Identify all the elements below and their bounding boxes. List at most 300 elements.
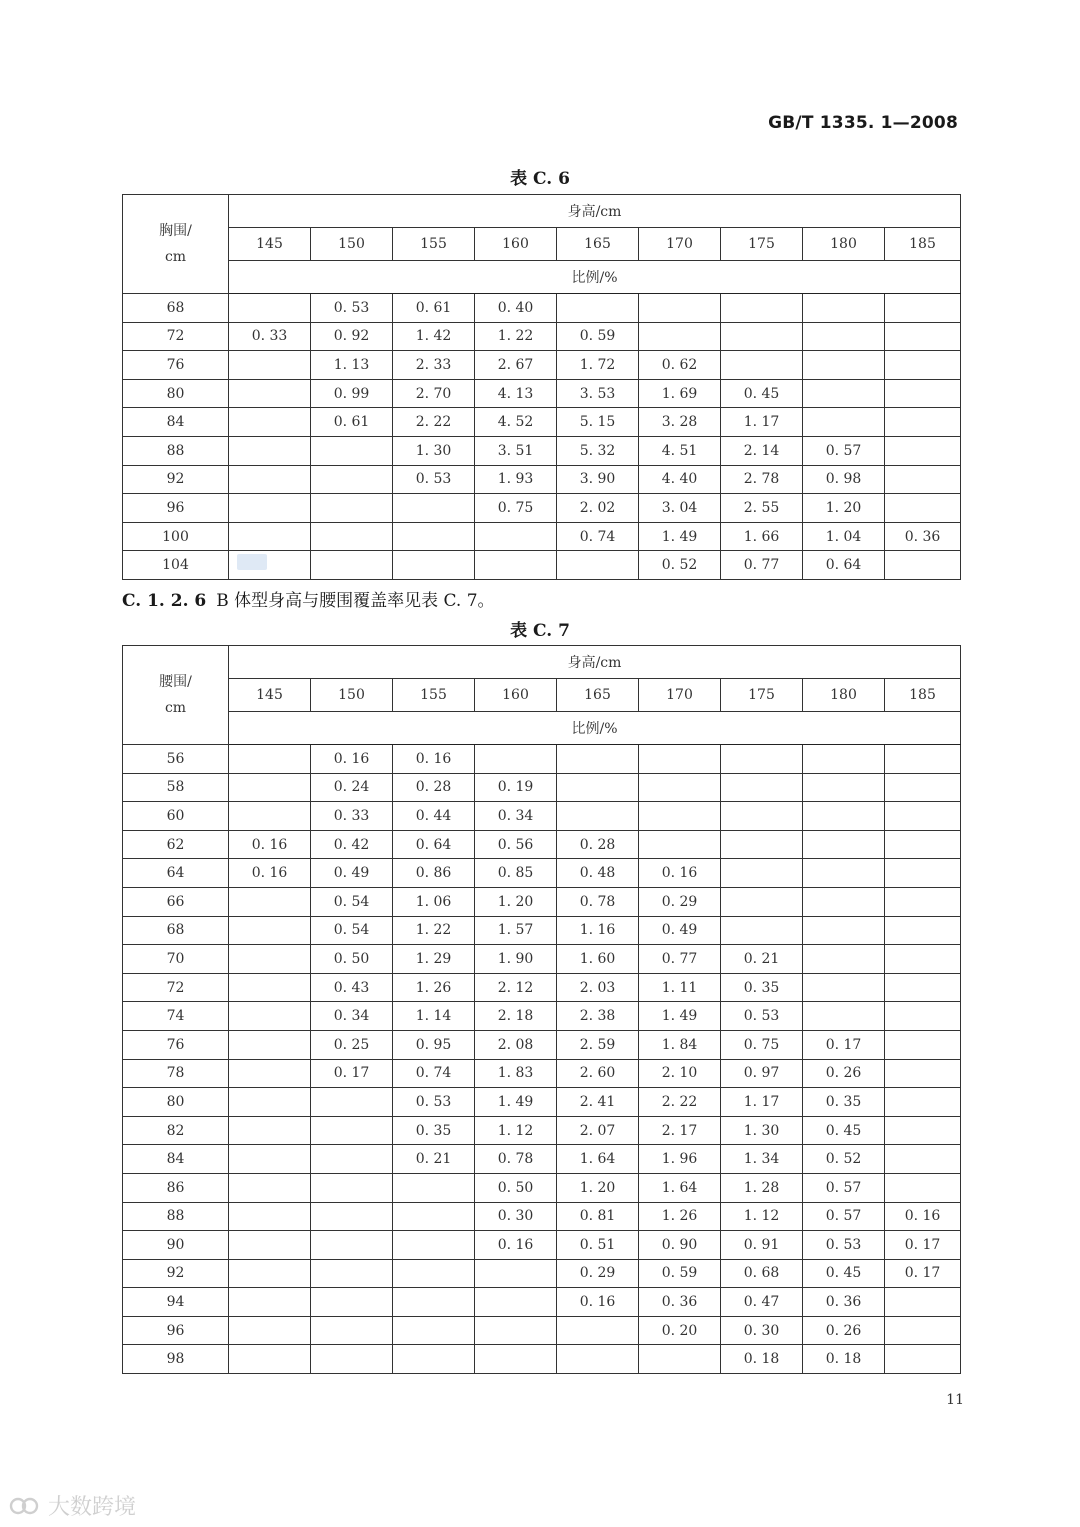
ratio-cell: 0. 50 <box>475 1173 557 1202</box>
ratio-cell <box>229 1316 311 1345</box>
height-165: 165 <box>557 679 639 712</box>
ratio-cell: 1. 22 <box>393 916 475 945</box>
ratio-cell <box>885 1088 961 1117</box>
ratio-cell: 0. 49 <box>639 916 721 945</box>
ratio-cell <box>311 494 393 523</box>
height-175: 175 <box>721 228 803 261</box>
ratio-cell: 1. 49 <box>639 1002 721 1031</box>
ratio-cell: 1. 69 <box>639 379 721 408</box>
height-155: 155 <box>393 679 475 712</box>
ratio-cell: 1. 96 <box>639 1145 721 1174</box>
row-key: 84 <box>123 408 229 437</box>
ratio-cell: 0. 28 <box>557 830 639 859</box>
row-key: 88 <box>123 1202 229 1231</box>
ratio-cell: 0. 29 <box>557 1259 639 1288</box>
ratio-cell <box>885 1145 961 1174</box>
ratio-cell <box>229 1345 311 1374</box>
ratio-cell: 0. 36 <box>885 522 961 551</box>
row-header-label <box>123 195 229 294</box>
height-header-row <box>123 228 961 261</box>
ratio-cell <box>885 859 961 888</box>
ratio-cell <box>721 745 803 774</box>
ratio-cell: 0. 54 <box>311 916 393 945</box>
row-key: 90 <box>123 1231 229 1260</box>
ratio-cell <box>885 436 961 465</box>
row-key: 70 <box>123 945 229 974</box>
ratio-cell <box>639 830 721 859</box>
ratio-cell: 0. 98 <box>803 465 885 494</box>
ratio-cell <box>885 379 961 408</box>
ratio-cell: 0. 91 <box>721 1231 803 1260</box>
ratio-cell: 0. 20 <box>639 1316 721 1345</box>
ratio-cell: 0. 78 <box>475 1145 557 1174</box>
row-header-label-line2: cm <box>164 249 187 265</box>
table-row <box>123 1002 961 1031</box>
ratio-cell <box>393 1316 475 1345</box>
row-header-label-line1: 腰围/ <box>159 674 192 690</box>
ratio-cell: 1. 30 <box>721 1116 803 1145</box>
ratio-cell <box>393 1259 475 1288</box>
ratio-cell <box>803 322 885 351</box>
ratio-cell: 0. 59 <box>557 322 639 351</box>
ratio-cell: 0. 42 <box>311 830 393 859</box>
ratio-cell: 0. 34 <box>311 1002 393 1031</box>
ratio-cell: 1. 17 <box>721 408 803 437</box>
ratio-cell <box>229 1259 311 1288</box>
ratio-cell: 3. 04 <box>639 494 721 523</box>
ratio-cell: 0. 35 <box>803 1088 885 1117</box>
ratio-cell: 0. 64 <box>393 830 475 859</box>
ratio-cell <box>311 1316 393 1345</box>
row-key: 64 <box>123 859 229 888</box>
ratio-cell: 0. 53 <box>311 294 393 323</box>
ratio-cell <box>229 494 311 523</box>
ratio-cell <box>311 1288 393 1317</box>
ratio-cell: 5. 32 <box>557 436 639 465</box>
table-row <box>123 436 961 465</box>
ratio-cell: 0. 75 <box>475 494 557 523</box>
ratio-cell: 2. 14 <box>721 436 803 465</box>
row-key: 68 <box>123 916 229 945</box>
ratio-cell <box>803 973 885 1002</box>
ratio-cell <box>475 1345 557 1374</box>
ratio-cell: 0. 45 <box>803 1259 885 1288</box>
ratio-cell <box>803 945 885 974</box>
ratio-cell: 1. 20 <box>557 1173 639 1202</box>
ratio-cell: 4. 40 <box>639 465 721 494</box>
ratio-cell: 1. 84 <box>639 1030 721 1059</box>
ratio-cell <box>721 802 803 831</box>
ratio-cell <box>885 916 961 945</box>
ratio-cell <box>557 551 639 580</box>
ratio-cell <box>885 973 961 1002</box>
ratio-cell: 2. 22 <box>393 408 475 437</box>
ratio-cell: 0. 53 <box>393 465 475 494</box>
table-row <box>123 859 961 888</box>
ratio-cell <box>557 1345 639 1374</box>
ratio-cell: 0. 74 <box>557 522 639 551</box>
ratio-cell: 2. 33 <box>393 351 475 380</box>
ratio-cell: 0. 17 <box>885 1231 961 1260</box>
ratio-cell <box>803 745 885 774</box>
ratio-cell: 0. 57 <box>803 436 885 465</box>
ratio-unit-label: 比例/% <box>229 712 961 745</box>
ratio-cell <box>229 916 311 945</box>
ratio-cell: 4. 51 <box>639 436 721 465</box>
table-c7 <box>122 645 961 1374</box>
ratio-cell <box>229 887 311 916</box>
height-170: 170 <box>639 679 721 712</box>
row-key: 104 <box>123 551 229 580</box>
ratio-cell: 0. 52 <box>639 551 721 580</box>
ratio-cell <box>885 1030 961 1059</box>
ratio-cell: 2. 18 <box>475 1002 557 1031</box>
table-row <box>123 973 961 1002</box>
ratio-cell <box>229 802 311 831</box>
ratio-cell: 1. 12 <box>721 1202 803 1231</box>
table-row <box>123 1088 961 1117</box>
ratio-cell <box>311 1231 393 1260</box>
ratio-cell <box>803 773 885 802</box>
ratio-cell: 0. 77 <box>639 945 721 974</box>
ratio-cell <box>229 1030 311 1059</box>
table-row <box>123 802 961 831</box>
row-key: 100 <box>123 522 229 551</box>
row-header-label-line2: cm <box>164 700 187 716</box>
ratio-cell: 2. 12 <box>475 973 557 1002</box>
ratio-cell <box>393 551 475 580</box>
ratio-cell: 0. 17 <box>311 1059 393 1088</box>
ratio-cell <box>311 465 393 494</box>
ratio-cell: 0. 35 <box>393 1116 475 1145</box>
row-key: 58 <box>123 773 229 802</box>
ratio-cell <box>311 1345 393 1374</box>
ratio-cell: 2. 03 <box>557 973 639 1002</box>
row-key: 68 <box>123 294 229 323</box>
ratio-cell: 0. 25 <box>311 1030 393 1059</box>
ratio-cell: 2. 55 <box>721 494 803 523</box>
ratio-cell <box>475 1316 557 1345</box>
row-key: 86 <box>123 1173 229 1202</box>
table-c6 <box>122 194 961 580</box>
ratio-unit-label: 比例/% <box>229 261 961 294</box>
ratio-cell: 2. 38 <box>557 1002 639 1031</box>
ratio-cell: 0. 51 <box>557 1231 639 1260</box>
height-145: 145 <box>229 679 311 712</box>
ratio-cell: 0. 17 <box>885 1259 961 1288</box>
ratio-cell: 0. 45 <box>803 1116 885 1145</box>
table-row <box>123 408 961 437</box>
ratio-cell: 0. 16 <box>229 859 311 888</box>
table-row <box>123 1059 961 1088</box>
ratio-cell <box>885 1345 961 1374</box>
ratio-cell: 2. 22 <box>639 1088 721 1117</box>
table-row <box>123 1202 961 1231</box>
height-150: 150 <box>311 679 393 712</box>
table-row <box>123 494 961 523</box>
ratio-cell <box>311 1259 393 1288</box>
ratio-cell <box>721 322 803 351</box>
table-row <box>123 830 961 859</box>
ratio-cell <box>393 1202 475 1231</box>
ratio-cell <box>885 802 961 831</box>
ratio-cell: 0. 28 <box>393 773 475 802</box>
ratio-cell: 0. 53 <box>803 1231 885 1260</box>
ratio-cell <box>229 1116 311 1145</box>
ratio-cell <box>229 745 311 774</box>
ratio-cell <box>229 294 311 323</box>
ratio-cell <box>475 745 557 774</box>
ratio-cell <box>803 802 885 831</box>
ratio-cell <box>229 522 311 551</box>
ratio-cell <box>393 1288 475 1317</box>
ratio-cell: 1. 49 <box>475 1088 557 1117</box>
ratio-cell: 0. 29 <box>639 887 721 916</box>
ratio-cell <box>557 773 639 802</box>
height-185: 185 <box>885 228 961 261</box>
ratio-cell: 1. 11 <box>639 973 721 1002</box>
ratio-cell: 0. 61 <box>393 294 475 323</box>
ratio-cell <box>311 436 393 465</box>
row-key: 84 <box>123 1145 229 1174</box>
ratio-cell: 0. 21 <box>721 945 803 974</box>
ratio-cell: 1. 26 <box>393 973 475 1002</box>
ratio-cell <box>885 830 961 859</box>
ratio-cell: 0. 59 <box>639 1259 721 1288</box>
ratio-cell: 1. 26 <box>639 1202 721 1231</box>
ratio-cell: 3. 28 <box>639 408 721 437</box>
ratio-cell <box>229 1088 311 1117</box>
ratio-cell: 0. 36 <box>639 1288 721 1317</box>
ratio-cell: 0. 35 <box>721 973 803 1002</box>
ratio-cell: 2. 41 <box>557 1088 639 1117</box>
ratio-cell <box>229 465 311 494</box>
ratio-cell <box>229 1202 311 1231</box>
table-row <box>123 1173 961 1202</box>
ratio-cell <box>885 465 961 494</box>
ratio-cell: 0. 16 <box>393 745 475 774</box>
row-key: 92 <box>123 465 229 494</box>
ratio-cell: 0. 95 <box>393 1030 475 1059</box>
table-row <box>123 745 961 774</box>
ratio-cell: 0. 16 <box>885 1202 961 1231</box>
ratio-cell <box>311 1145 393 1174</box>
ratio-cell <box>311 1116 393 1145</box>
ratio-cell <box>885 1173 961 1202</box>
ratio-cell: 1. 06 <box>393 887 475 916</box>
ratio-cell: 1. 22 <box>475 322 557 351</box>
ratio-cell: 1. 72 <box>557 351 639 380</box>
ratio-cell <box>885 1116 961 1145</box>
ratio-cell: 3. 90 <box>557 465 639 494</box>
ratio-cell <box>229 379 311 408</box>
row-key: 78 <box>123 1059 229 1088</box>
ratio-cell <box>229 773 311 802</box>
ratio-cell <box>229 1059 311 1088</box>
table-row <box>123 916 961 945</box>
ratio-cell: 0. 16 <box>475 1231 557 1260</box>
ratio-cell: 0. 43 <box>311 973 393 1002</box>
ratio-cell <box>803 294 885 323</box>
table-row <box>123 887 961 916</box>
height-170: 170 <box>639 228 721 261</box>
ratio-cell <box>229 436 311 465</box>
ratio-cell: 1. 93 <box>475 465 557 494</box>
ratio-cell <box>639 773 721 802</box>
ratio-cell: 0. 52 <box>803 1145 885 1174</box>
ratio-cell <box>311 522 393 551</box>
height-155: 155 <box>393 228 475 261</box>
ratio-cell <box>393 1345 475 1374</box>
ratio-cell <box>803 379 885 408</box>
ratio-cell: 1. 64 <box>557 1145 639 1174</box>
height-160: 160 <box>475 679 557 712</box>
ratio-cell <box>393 522 475 551</box>
ratio-cell <box>885 351 961 380</box>
table-row <box>123 351 961 380</box>
ratio-cell: 2. 78 <box>721 465 803 494</box>
ratio-cell: 3. 53 <box>557 379 639 408</box>
ratio-cell: 0. 54 <box>311 887 393 916</box>
row-header-label-line1: 胸围/ <box>159 223 192 239</box>
ratio-cell <box>803 916 885 945</box>
ratio-cell: 0. 68 <box>721 1259 803 1288</box>
ratio-cell: 2. 07 <box>557 1116 639 1145</box>
ratio-cell: 1. 49 <box>639 522 721 551</box>
ratio-cell: 0. 92 <box>311 322 393 351</box>
row-key: 66 <box>123 887 229 916</box>
ratio-cell <box>803 408 885 437</box>
link-rings-icon <box>8 1495 42 1517</box>
ratio-cell <box>885 408 961 437</box>
ratio-cell: 0. 53 <box>393 1088 475 1117</box>
ratio-cell <box>803 1002 885 1031</box>
ratio-cell: 1. 04 <box>803 522 885 551</box>
watermark <box>8 1490 136 1521</box>
ratio-cell <box>557 294 639 323</box>
row-key: 60 <box>123 802 229 831</box>
ratio-cell: 0. 24 <box>311 773 393 802</box>
ratio-cell: 1. 60 <box>557 945 639 974</box>
ratio-cell <box>393 494 475 523</box>
table-row <box>123 1231 961 1260</box>
ratio-cell <box>475 1288 557 1317</box>
ratio-cell: 1. 64 <box>639 1173 721 1202</box>
ratio-cell: 0. 16 <box>229 830 311 859</box>
ratio-cell: 0. 57 <box>803 1173 885 1202</box>
ratio-cell: 0. 17 <box>803 1030 885 1059</box>
ratio-cell: 0. 16 <box>557 1288 639 1317</box>
ratio-cell <box>803 859 885 888</box>
ratio-cell <box>639 322 721 351</box>
ratio-cell: 1. 34 <box>721 1145 803 1174</box>
clause-number: C. 1. 2. 6 <box>122 591 207 611</box>
ratio-cell <box>885 494 961 523</box>
ratio-cell: 0. 64 <box>803 551 885 580</box>
ratio-cell: 0. 50 <box>311 945 393 974</box>
ratio-cell <box>311 1088 393 1117</box>
table-row <box>123 1288 961 1317</box>
ratio-cell <box>311 1202 393 1231</box>
ratio-cell: 1. 12 <box>475 1116 557 1145</box>
ratio-cell: 0. 16 <box>311 745 393 774</box>
ratio-cell: 0. 53 <box>721 1002 803 1031</box>
ratio-cell: 0. 86 <box>393 859 475 888</box>
table-c7-caption: 表 C. 7 <box>510 621 570 641</box>
ratio-cell <box>885 551 961 580</box>
row-key: 94 <box>123 1288 229 1317</box>
ratio-cell <box>229 408 311 437</box>
ratio-cell: 0. 34 <box>475 802 557 831</box>
table-row <box>123 379 961 408</box>
row-key: 92 <box>123 1259 229 1288</box>
ratio-cell: 1. 90 <box>475 945 557 974</box>
ratio-cell: 2. 17 <box>639 1116 721 1145</box>
ratio-cell: 2. 67 <box>475 351 557 380</box>
ratio-cell: 1. 30 <box>393 436 475 465</box>
height-145: 145 <box>229 228 311 261</box>
ratio-cell: 1. 57 <box>475 916 557 945</box>
ratio-cell: 1. 20 <box>803 494 885 523</box>
ratio-cell: 1. 17 <box>721 1088 803 1117</box>
ratio-cell <box>721 916 803 945</box>
ratio-cell <box>885 945 961 974</box>
ratio-cell: 0. 18 <box>803 1345 885 1374</box>
ratio-cell <box>229 1231 311 1260</box>
clause-c-1-2-6 <box>122 586 495 611</box>
row-header-label <box>123 646 229 745</box>
ratio-cell: 0. 30 <box>475 1202 557 1231</box>
ratio-cell: 0. 45 <box>721 379 803 408</box>
ratio-cell: 0. 36 <box>803 1288 885 1317</box>
table-row <box>123 1345 961 1374</box>
ratio-cell: 0. 40 <box>475 294 557 323</box>
ratio-cell <box>721 887 803 916</box>
table-row <box>123 1116 961 1145</box>
ratio-cell: 0. 75 <box>721 1030 803 1059</box>
ratio-cell <box>311 1173 393 1202</box>
ratio-cell <box>229 1145 311 1174</box>
ratio-cell: 3. 51 <box>475 436 557 465</box>
height-180: 180 <box>803 228 885 261</box>
ratio-cell: 0. 44 <box>393 802 475 831</box>
ratio-cell <box>885 887 961 916</box>
row-key: 82 <box>123 1116 229 1145</box>
ratio-cell: 2. 08 <box>475 1030 557 1059</box>
ratio-cell: 1. 83 <box>475 1059 557 1088</box>
table-row <box>123 1259 961 1288</box>
ratio-cell: 0. 21 <box>393 1145 475 1174</box>
row-key: 96 <box>123 494 229 523</box>
ratio-cell: 0. 30 <box>721 1316 803 1345</box>
table-row <box>123 1030 961 1059</box>
ratio-cell <box>721 773 803 802</box>
ratio-cell <box>885 322 961 351</box>
ratio-cell: 0. 99 <box>311 379 393 408</box>
ratio-cell <box>557 745 639 774</box>
table-row <box>123 1145 961 1174</box>
ratio-cell <box>639 294 721 323</box>
ratio-cell: 0. 47 <box>721 1288 803 1317</box>
row-key: 74 <box>123 1002 229 1031</box>
ratio-cell <box>229 1002 311 1031</box>
ratio-cell <box>229 1173 311 1202</box>
ratio-cell: 0. 56 <box>475 830 557 859</box>
height-group-label: 身高/cm <box>229 195 961 228</box>
height-180: 180 <box>803 679 885 712</box>
ratio-cell <box>475 551 557 580</box>
table-row <box>123 522 961 551</box>
